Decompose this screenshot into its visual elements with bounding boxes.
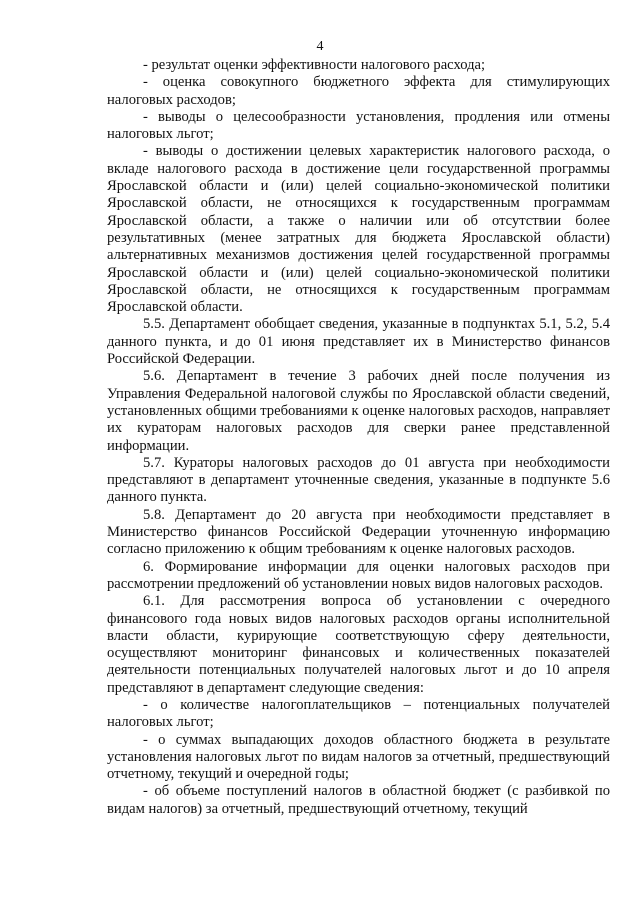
paragraph: 5.5. Департамент обобщает сведения, указанные в подпунктах 5.1, 5.2, 5.4 данного пункта, и до 01 июня представляет их в Министерство финансов Российской Федерации. — [107, 316, 610, 368]
paragraph: 5.6. Департамент в течение 3 рабочих дней после получения из Управления Федеральной налоговой службы по Ярославской области сведений, установленных общими требованиями к оценке налоговых расходов, направляет их кураторам налоговых расходов для сверки ранее представленной информации. — [107, 368, 610, 454]
paragraph: - оценка совокупного бюджетного эффекта для стимулирующих налоговых расходов; — [107, 74, 610, 108]
page-number: 4 — [316, 39, 324, 54]
paragraph: 5.8. Департамент до 20 августа при необходимости представляет в Министерство финансов Российской Федерации уточненную информацию согласно приложению к общим требованиям к оценке налоговых расходов. — [107, 506, 610, 558]
paragraph: - выводы о достижении целевых характеристик налогового расхода, о вкладе налогового расхода в достижение цели государственной программы Ярославской области и (или) целей социально-экономической политики Ярославской области, не относящихся к государственным программам Ярославской области, а также о наличии или об отсутствии более результативных (менее затратных для бюджета Ярославской области) альтернативных механизмов достижения целей государственной программы Ярославской области и (или) целей социально-экономической политики Ярославской области, не относящихся к государственным программам Ярославской области. — [107, 143, 610, 316]
document-body — [107, 57, 610, 818]
paragraph: 6.1. Для рассмотрения вопроса об установлении с очередного финансового года новых видов налоговых расходов органы исполнительной власти области, курирующие соответствующую сферу деятельности, осуществляют мониторинг финансовых и количественных показателей деятельности потенциальных получателей налоговых льгот и до 10 апреля представляют в департамент следующие сведения: — [107, 593, 610, 696]
paragraph: - результат оценки эффективности налогового расхода; — [143, 57, 486, 73]
paragraph: - выводы о целесообразности установления, продления или отмены налоговых льгот; — [107, 108, 610, 143]
paragraph: - о количестве налогоплательщиков – потенциальных получателей налоговых льгот; — [107, 696, 610, 731]
paragraph: - об объеме поступлений налогов в областной бюджет (с разбивкой по видам налогов) за отчетный, предшествующий отчетному, текущий — [107, 783, 610, 817]
paragraph: - о суммах выпадающих доходов областного бюджета в результате установления налоговых льгот по видам налогов за отчетный, предшествующий отчетному, текущий и очередной годы; — [107, 731, 610, 783]
paragraph: 5.7. Кураторы налоговых расходов до 01 августа при необходимости представляют в департамент уточненные сведения, указанные в подпункте 5.6 данного пункта. — [107, 454, 610, 506]
paragraph: 6. Формирование информации для оценки налоговых расходов при рассмотрении предложений об установлении новых видов налоговых расходов. — [107, 558, 610, 592]
